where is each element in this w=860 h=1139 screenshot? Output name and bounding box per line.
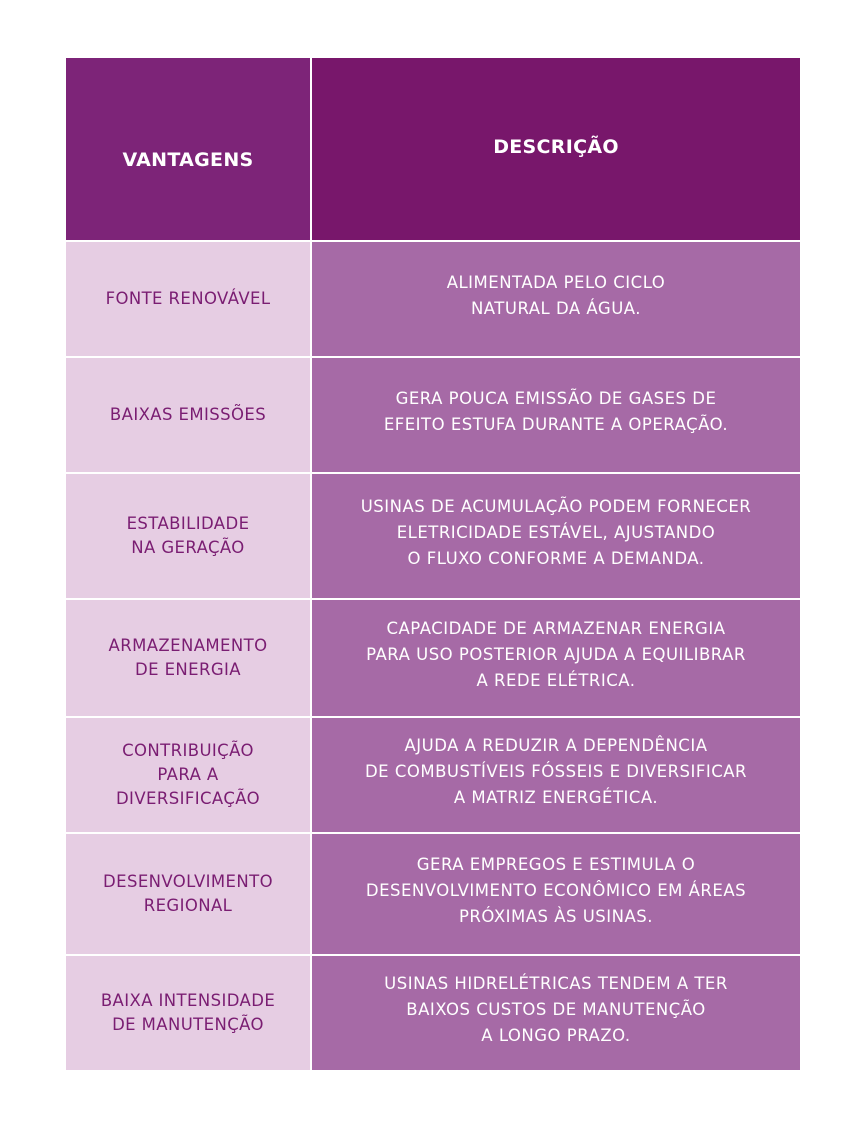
description-cell: USINAS HIDRELÉTRICAS TENDEM A TER BAIXOS CUSTOS DE MANUTENÇÃO A LONGO PRAZO. bbox=[312, 956, 800, 1070]
advantage-cell: ARMAZENAMENTO DE ENERGIA bbox=[66, 600, 310, 716]
advantage-cell: CONTRIBUIÇÃO PARA A DIVERSIFICAÇÃO bbox=[66, 718, 310, 832]
advantage-cell: BAIXA INTENSIDADE DE MANUTENÇÃO bbox=[66, 956, 310, 1070]
header-descricao: DESCRIÇÃO bbox=[312, 58, 800, 240]
description-cell: GERA POUCA EMISSÃO DE GASES DE EFEITO ESTUFA DURANTE A OPERAÇÃO. bbox=[312, 358, 800, 472]
description-cell: GERA EMPREGOS E ESTIMULA O DESENVOLVIMENTO ECONÔMICO EM ÁREAS PRÓXIMAS ÀS USINAS. bbox=[312, 834, 800, 954]
description-cell: AJUDA A REDUZIR A DEPENDÊNCIA DE COMBUSTÍVEIS FÓSSEIS E DIVERSIFICAR A MATRIZ ENERGÉTICA. bbox=[312, 718, 800, 832]
advantage-cell: FONTE RENOVÁVEL bbox=[66, 242, 310, 356]
advantage-cell: DESENVOLVIMENTO REGIONAL bbox=[66, 834, 310, 954]
header-vantagens: VANTAGENS bbox=[66, 58, 310, 240]
description-cell: CAPACIDADE DE ARMAZENAR ENERGIA PARA USO POSTERIOR AJUDA A EQUILIBRAR A REDE ELÉTRICA. bbox=[312, 600, 800, 716]
description-cell: ALIMENTADA PELO CICLO NATURAL DA ÁGUA. bbox=[312, 242, 800, 356]
advantages-table bbox=[66, 58, 800, 1070]
advantage-cell: BAIXAS EMISSÕES bbox=[66, 358, 310, 472]
advantage-cell: ESTABILIDADE NA GERAÇÃO bbox=[66, 474, 310, 598]
description-cell: USINAS DE ACUMULAÇÃO PODEM FORNECER ELETRICIDADE ESTÁVEL, AJUSTANDO O FLUXO CONFORME A DEMANDA. bbox=[312, 474, 800, 598]
